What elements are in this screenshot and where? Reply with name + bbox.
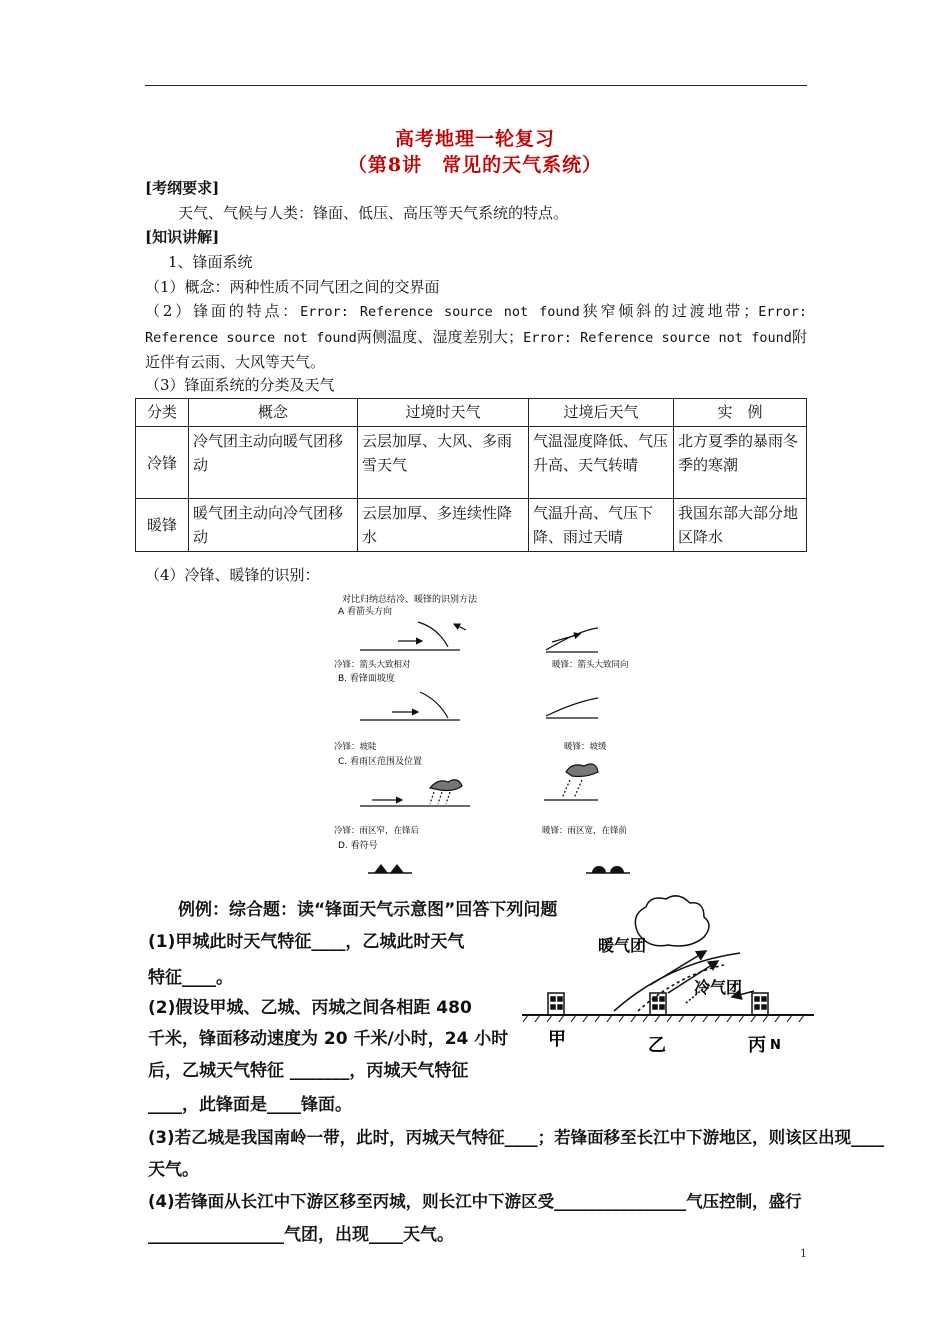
figure-c-label: C. 看雨区范围及位置 (338, 757, 423, 767)
figure-c-cold: 冷锋：雨区窄，在锋后 (334, 826, 420, 836)
cloud-icon (635, 896, 709, 946)
city-jia-label: 甲 (548, 1029, 566, 1050)
city-yi-label: 乙 (648, 1035, 666, 1056)
page-title: 高考地理一轮复习 (394, 128, 555, 150)
example-q2-line2: 千米，锋面移动速度为 20 千米/小时，24 小时 (148, 1029, 509, 1049)
table-header: 分类 (136, 399, 189, 427)
figure-a-cold: 冷锋：箭头大致相对 (334, 660, 411, 670)
figure-c-warm: 暖锋：雨区宽，在锋前 (542, 826, 628, 836)
building-icon (752, 993, 768, 1015)
example-q4-line2: ________________气团，出现____天气。 (148, 1225, 454, 1245)
figure-a-label: A 看箭头方向 (338, 607, 393, 617)
knowledge-heading: [知识讲解] (145, 228, 220, 246)
table-cell: 云层加厚、多连续性降水 (358, 499, 529, 552)
cold-front-symbol-icon (368, 864, 412, 873)
figure-b-label: B. 看锋面坡度 (338, 674, 395, 684)
example-q4-line1: (4)若锋面从长江中下游区移至丙城，则长江中下游区受________________气压控制，盛行 (148, 1192, 802, 1211)
item-1-3: （3）锋面系统的分类及天气 (145, 376, 335, 394)
table-header: 实 例 (674, 399, 807, 427)
example-q3-line2: 天气。 (148, 1160, 199, 1180)
cold-front-slope-diagram (360, 692, 460, 720)
table-cell: 暖气团主动向冷气团移动 (189, 499, 358, 552)
front-table (135, 398, 807, 552)
example-q3-line1: (3)若乙城是我国南岭一带，此时，丙城天气特征____；若锋面移至长江中下游地区，则该区出现____ (148, 1128, 885, 1147)
figure-d-label: D. 看符号 (338, 841, 378, 851)
cold-air-mass-label: 冷气团 (694, 978, 743, 997)
item-1-2-lead: （2）锋面的特点： (145, 302, 301, 320)
figure-b-cold: 冷锋：坡陡 (334, 742, 377, 752)
warm-front-slope-diagram (546, 698, 598, 718)
front-weather-diagram (518, 893, 818, 1078)
table-cell: 冷锋 (136, 427, 189, 499)
cold-front-arrows-diagram (360, 622, 466, 650)
example-q2-line4: ____，此锋面是____锋面。 (148, 1095, 352, 1115)
table-cell: 我国东部大部分地区降水 (674, 499, 807, 552)
warm-front-rain-diagram (544, 764, 598, 800)
item-1-2-b: 狭窄倾斜的过渡地带； (579, 302, 759, 320)
table-header-row (136, 399, 807, 427)
item-1: 1、锋面系统 (168, 253, 253, 271)
building-icon (548, 993, 564, 1015)
error-ref-2: Error: Reference source not found (145, 304, 807, 346)
example-q1-line1: (1)甲城此时天气特征____，乙城此时天气 (148, 932, 465, 952)
requirements-heading: [考纲要求] (145, 179, 220, 197)
warm-front-arrows-diagram (546, 628, 598, 652)
table-cell: 北方夏季的暴雨冬季的寒潮 (674, 427, 807, 499)
page-number: 1 (800, 1247, 807, 1260)
city-bing-label: 丙 (748, 1035, 766, 1056)
table-cell: 冷气团主动向暖气团移动 (189, 427, 358, 499)
table-header: 过境后天气 (529, 399, 674, 427)
page-subtitle: （第8讲 常见的天气系统） (347, 154, 603, 176)
warm-air-mass-label: 暖气团 (598, 936, 647, 955)
item-1-2-d: 附近伴有云雨、大风等天气。 (145, 327, 807, 371)
table-cell: 暖锋 (136, 499, 189, 552)
figure-b-warm: 暖锋：坡缓 (564, 742, 607, 752)
front-identification-figure (330, 592, 629, 882)
example-q1-line2: 特征____。 (148, 968, 233, 988)
figure-title: 对比归纳总结冷、暖锋的识别方法 (342, 595, 478, 605)
warm-front-symbol-icon (586, 866, 630, 873)
item-1-4: （4）冷锋、暖锋的识别： (145, 566, 320, 584)
error-ref-3: Error: Reference source not found (523, 329, 792, 346)
requirements-text: 天气、气候与人类：锋面、低压、高压等天气系统的特点。 (178, 204, 569, 222)
table-cell: 气温湿度降低、气压升高、天气转晴 (529, 427, 674, 499)
error-ref-1: Error: Reference source not found (300, 304, 580, 320)
item-1-2-c: 两侧温度、湿度差别大； (356, 327, 524, 346)
table-cell: 气温升高、气压下降、雨过天晴 (529, 499, 674, 552)
example-q2-line3: 后，乙城天气特征 _______，丙城天气特征 (148, 1061, 469, 1081)
building-icon (650, 993, 666, 1015)
table-header: 过境时天气 (358, 399, 529, 427)
table-row (136, 499, 807, 552)
table-cell: 云层加厚、大风、多雨雪天气 (358, 427, 529, 499)
item-1-1: （1）概念：两种性质不同气团之间的交界面 (145, 278, 440, 296)
item-1-2 (145, 299, 807, 375)
table-header: 概念 (189, 399, 358, 427)
example-q2-line1: (2)假设甲城、乙城、丙城之间各相距 480 (148, 998, 472, 1018)
figure-a-warm: 暖锋：箭头大致同向 (552, 660, 629, 670)
table-row (136, 427, 807, 499)
ground-hatch (523, 1015, 804, 1022)
header-rule (145, 85, 807, 86)
cold-front-rain-diagram (360, 780, 470, 806)
north-label: N (770, 1038, 781, 1053)
example-intro: 例例：综合题：读“锋面天气示意图”回答下列问题 (178, 900, 558, 920)
